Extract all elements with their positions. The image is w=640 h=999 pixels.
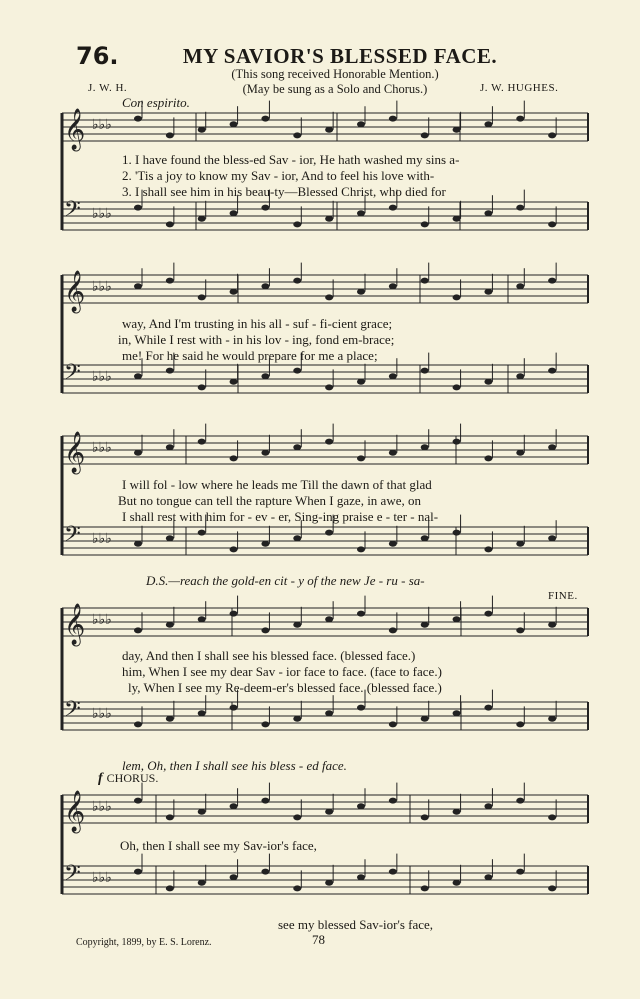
note-head	[357, 705, 365, 711]
note-head	[198, 439, 206, 445]
lyric-verse-3-line-4: ly, When I see my Re-deem-er's blessed face. (blessed face.)	[128, 680, 442, 695]
note-head	[230, 803, 238, 809]
hymn-title: MY SAVIOR'S BLESSED FACE.	[182, 44, 498, 68]
note-head	[293, 132, 301, 138]
treble-clef-icon: 𝄞	[64, 604, 86, 645]
treble-clef-icon: 𝄞	[64, 432, 86, 473]
note-head	[230, 705, 238, 711]
note-head	[453, 439, 461, 445]
note-head	[325, 294, 333, 300]
note-head	[484, 705, 492, 711]
note-head	[293, 885, 301, 891]
note-head	[325, 880, 333, 886]
bass-lyric-line-4: lem, Oh, then I shall see his bless - ed face.	[122, 758, 347, 773]
note-head	[421, 716, 429, 722]
note-head	[548, 221, 556, 227]
note-head	[453, 216, 461, 222]
note-head	[421, 221, 429, 227]
note-head	[453, 530, 461, 536]
note-head	[453, 616, 461, 622]
note-head	[166, 885, 174, 891]
note-head	[548, 368, 556, 374]
note-head	[357, 803, 365, 809]
key-signature-icon: ♭♭♭	[92, 206, 112, 222]
key-signature-icon: ♭♭♭	[92, 440, 112, 456]
note-head	[198, 127, 206, 133]
note-head	[325, 216, 333, 222]
note-head	[389, 721, 397, 727]
note-head	[134, 541, 142, 547]
note-head	[548, 278, 556, 284]
note-head	[516, 450, 524, 456]
treble-clef-icon: 𝄞	[64, 791, 86, 832]
bass-clef-icon: 𝄢	[64, 522, 81, 552]
note-head	[389, 205, 397, 211]
key-signature-icon: ♭♭♭	[92, 117, 112, 133]
note-head	[293, 622, 301, 628]
note-head	[198, 809, 206, 815]
solo-chorus-note: (May be sung as a Solo and Chorus.)	[242, 82, 428, 96]
note-head	[389, 373, 397, 379]
note-head	[389, 116, 397, 122]
note-head	[166, 716, 174, 722]
fine-marking: FINE.	[548, 590, 578, 602]
note-head	[293, 278, 301, 284]
lyric-verse-3-line-1: 3. I shall see him in his beau-ty—Blessed Christ, who died for	[122, 184, 446, 199]
key-signature-icon: ♭♭♭	[92, 706, 112, 722]
note-head	[548, 444, 556, 450]
note-head	[453, 294, 461, 300]
note-head	[261, 373, 269, 379]
lyric-verse-2-line-3: But no tongue can tell the rapture When I gaze, in awe, on	[118, 493, 421, 508]
note-head	[548, 814, 556, 820]
key-signature-icon: ♭♭♭	[92, 612, 112, 628]
note-head	[389, 541, 397, 547]
note-head	[198, 384, 206, 390]
note-head	[484, 121, 492, 127]
lyric-verse-1-line-4: day, And then I shall see his blessed face. (blessed face.)	[122, 648, 416, 663]
note-head	[198, 294, 206, 300]
note-head	[357, 455, 365, 461]
bass-clef-icon: 𝄢	[64, 197, 81, 227]
note-head	[357, 121, 365, 127]
bass-clef-icon: 𝄢	[64, 861, 81, 891]
note-head	[230, 874, 238, 880]
note-head	[389, 450, 397, 456]
note-head	[357, 210, 365, 216]
chorus-label: f CHORUS.	[98, 771, 159, 786]
note-head	[230, 455, 238, 461]
note-head	[261, 450, 269, 456]
note-head	[421, 132, 429, 138]
note-head	[357, 289, 365, 295]
note-head	[548, 535, 556, 541]
note-head	[134, 283, 142, 289]
note-head	[230, 611, 238, 617]
note-head	[293, 368, 301, 374]
note-head	[230, 379, 238, 385]
lyric-verse-3-line-2: me! For he said he would prepare for me a place;	[122, 348, 378, 363]
note-head	[357, 874, 365, 880]
note-head	[198, 616, 206, 622]
note-head	[516, 798, 524, 804]
note-head	[198, 710, 206, 716]
note-head	[134, 798, 142, 804]
note-head	[261, 627, 269, 633]
honorable-mention-note: (This song received Honorable Mention.)	[231, 67, 439, 81]
ds-lyric: D.S.—reach the gold-en cit - y of the new Je - ru - sa-	[146, 573, 425, 588]
note-head	[484, 210, 492, 216]
note-head	[261, 869, 269, 875]
note-head	[421, 814, 429, 820]
note-head	[325, 809, 333, 815]
note-head	[198, 216, 206, 222]
note-head	[484, 546, 492, 552]
chorus-lyric: Oh, then I shall see my Sav-ior's face,	[120, 838, 317, 853]
bass-clef-icon: 𝄢	[64, 360, 81, 390]
note-head	[421, 368, 429, 374]
note-head	[166, 535, 174, 541]
key-signature-icon: ♭♭♭	[92, 279, 112, 295]
bass-clef-icon: 𝄢	[64, 697, 81, 727]
lyric-verse-1-line-3: I will fol - low where he leads me Till the dawn of that glad	[122, 477, 432, 492]
note-head	[261, 283, 269, 289]
note-head	[230, 546, 238, 552]
note-head	[325, 127, 333, 133]
note-head	[134, 450, 142, 456]
note-head	[516, 541, 524, 547]
composer-credit: J. W. HUGHES.	[480, 82, 559, 94]
note-head	[357, 546, 365, 552]
note-head	[548, 132, 556, 138]
note-head	[134, 373, 142, 379]
note-head	[198, 880, 206, 886]
note-head	[293, 814, 301, 820]
note-head	[261, 798, 269, 804]
note-head	[389, 627, 397, 633]
lyric-verse-2-line-4: him, When I see my dear Sav - ior face to face. (face to face.)	[122, 664, 442, 679]
note-head	[293, 444, 301, 450]
lyricist-credit: J. W. H.	[88, 82, 128, 94]
note-head	[484, 611, 492, 617]
note-head	[134, 116, 142, 122]
treble-clef-icon: 𝄞	[64, 271, 86, 312]
note-head	[198, 530, 206, 536]
treble-clef-icon: 𝄞	[64, 109, 86, 150]
note-head	[516, 116, 524, 122]
note-head	[230, 289, 238, 295]
note-head	[548, 622, 556, 628]
note-head	[261, 116, 269, 122]
note-head	[389, 283, 397, 289]
note-head	[548, 716, 556, 722]
hymn-number: 76.	[76, 42, 119, 70]
note-head	[484, 289, 492, 295]
note-head	[134, 627, 142, 633]
note-head	[134, 205, 142, 211]
note-head	[357, 611, 365, 617]
note-head	[389, 869, 397, 875]
note-head	[516, 869, 524, 875]
note-head	[325, 530, 333, 536]
note-head	[230, 210, 238, 216]
copyright-notice: Copyright, 1899, by E. S. Lorenz.	[76, 937, 212, 948]
note-head	[134, 721, 142, 727]
note-head	[453, 710, 461, 716]
note-head	[421, 444, 429, 450]
key-signature-icon: ♭♭♭	[92, 870, 112, 886]
note-head	[516, 283, 524, 289]
key-signature-icon: ♭♭♭	[92, 531, 112, 547]
note-head	[166, 132, 174, 138]
lyric-verse-1-line-1: 1. I have found the bless-ed Sav - ior, He hath washed my sins a-	[122, 152, 460, 167]
note-head	[484, 379, 492, 385]
note-head	[357, 379, 365, 385]
note-head	[453, 809, 461, 815]
note-head	[516, 721, 524, 727]
note-head	[261, 205, 269, 211]
key-signature-icon: ♭♭♭	[92, 369, 112, 385]
note-head	[325, 384, 333, 390]
note-head	[421, 535, 429, 541]
note-head	[293, 716, 301, 722]
note-head	[166, 814, 174, 820]
tempo-marking: Con espirito.	[122, 95, 190, 110]
note-head	[166, 368, 174, 374]
lyric-verse-1-line-2: way, And I'm trusting in his all - suf - fi-cient grace;	[122, 316, 393, 331]
note-head	[453, 880, 461, 886]
note-head	[453, 384, 461, 390]
note-head	[261, 721, 269, 727]
note-head	[484, 803, 492, 809]
note-head	[166, 622, 174, 628]
lyric-verse-3-line-3: I shall rest with him for - ev - er, Sing-ing praise e - ter - nal-	[122, 509, 439, 524]
note-head	[516, 627, 524, 633]
note-head	[325, 710, 333, 716]
note-head	[293, 221, 301, 227]
note-head	[261, 541, 269, 547]
note-head	[516, 205, 524, 211]
note-head	[230, 121, 238, 127]
note-head	[453, 127, 461, 133]
note-head	[421, 278, 429, 284]
lyric-verse-2-line-2: in, While I rest with - in his lov - ing, fond em-brace;	[118, 332, 395, 347]
note-head	[484, 455, 492, 461]
note-head	[421, 885, 429, 891]
note-head	[166, 278, 174, 284]
lyric-verse-2-line-1: 2. 'Tis a joy to know my Sav - ior, And to feel his love with-	[122, 168, 435, 183]
note-head	[325, 616, 333, 622]
note-head	[325, 439, 333, 445]
note-head	[166, 221, 174, 227]
note-head	[421, 622, 429, 628]
page-number: 78	[312, 932, 325, 947]
note-head	[516, 373, 524, 379]
dynamic-forte: f	[98, 771, 103, 786]
note-head	[484, 874, 492, 880]
key-signature-icon: ♭♭♭	[92, 799, 112, 815]
note-head	[293, 535, 301, 541]
chorus-bass-lyric: see my blessed Sav-ior's face,	[278, 917, 434, 932]
note-head	[389, 798, 397, 804]
note-head	[134, 869, 142, 875]
note-head	[166, 444, 174, 450]
note-head	[548, 885, 556, 891]
